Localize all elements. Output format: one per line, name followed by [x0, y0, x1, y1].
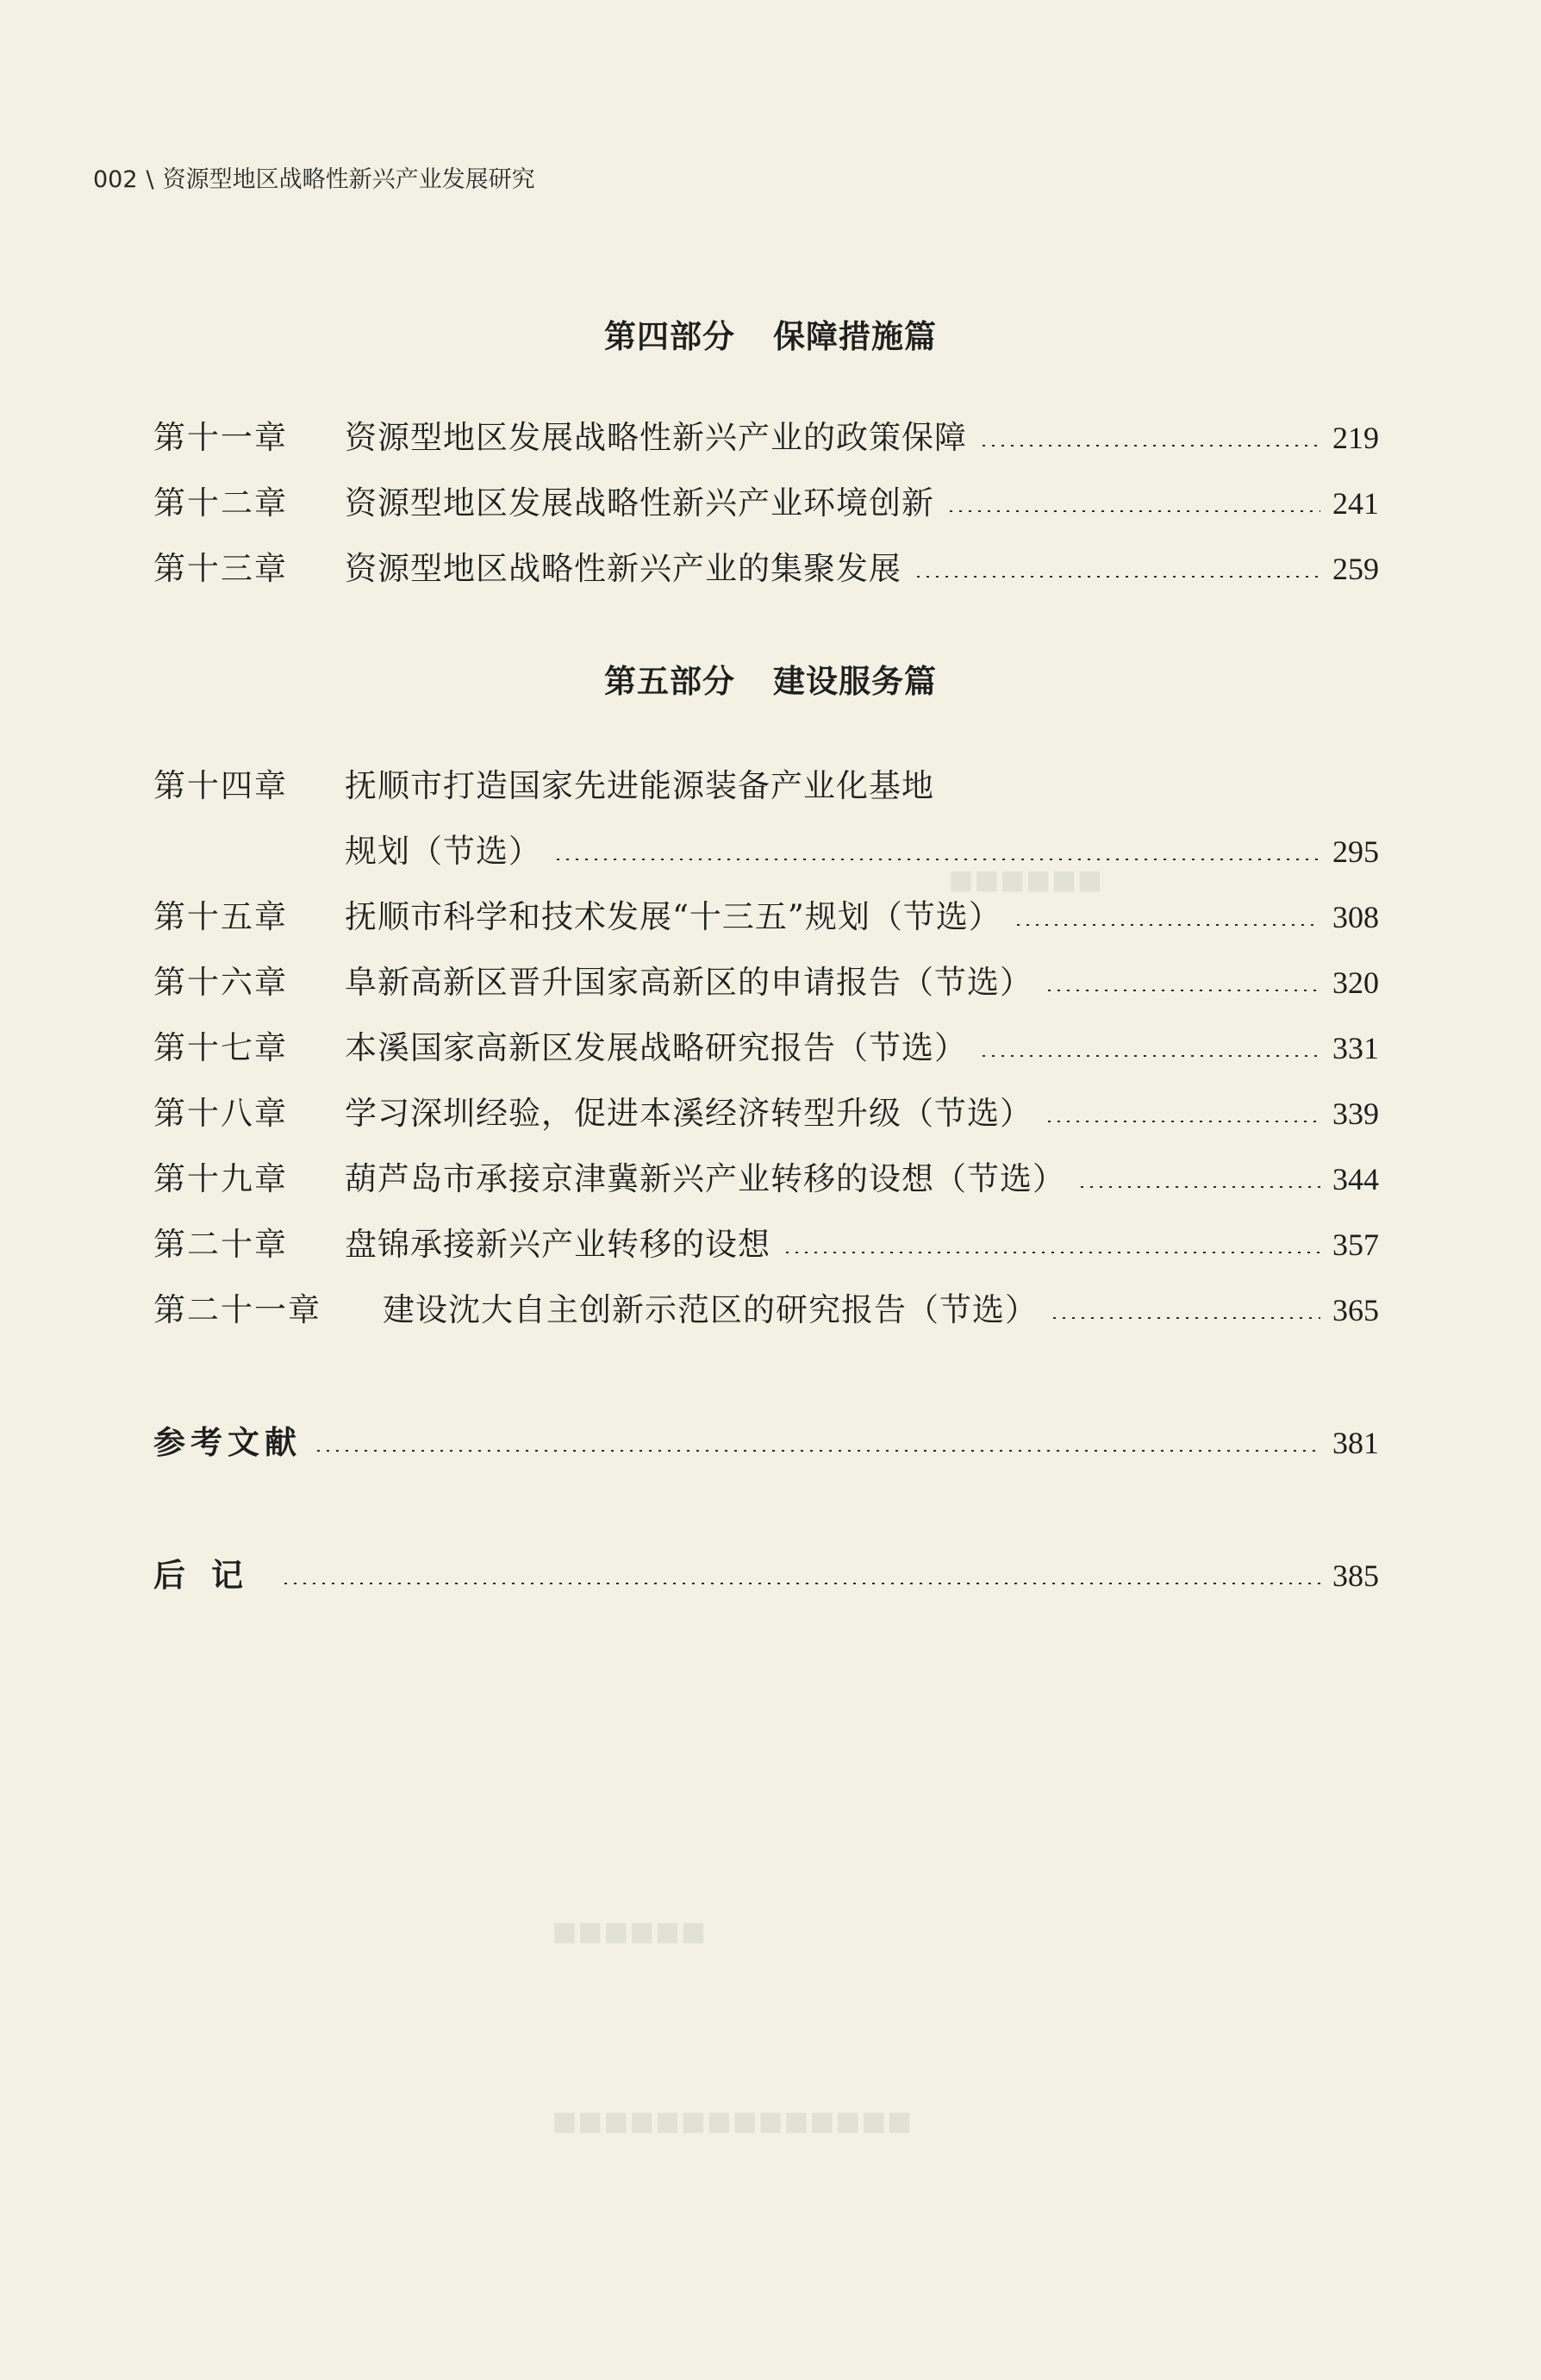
chapter-title: 建设沈大自主创新示范区的研究报告（节选） — [383, 1291, 1038, 1328]
dot-leader — [1077, 1186, 1320, 1188]
dot-leader — [1045, 990, 1320, 991]
chapter-title-continued: 规划（节选） — [345, 833, 541, 870]
chapter-title: 抚顺市科学和技术发展“十三五”规划（节选） — [345, 898, 1001, 935]
chapter-title: 学习深圳经验，促进本溪经济转型升级（节选） — [345, 1095, 1033, 1132]
chapter-label: 第二十章 — [153, 1226, 288, 1263]
toc-entry[interactable] — [153, 893, 1379, 941]
chapter-title: 资源型地区战略性新兴产业的集聚发展 — [345, 550, 902, 587]
references-label: 参考文献 — [153, 1424, 302, 1461]
chapter-title: 盘锦承接新兴产业转移的设想 — [345, 1226, 770, 1263]
show-through-shadow: ◼◼◼◼◼◼ — [552, 1914, 707, 1949]
chapter-label: 第十二章 — [153, 484, 288, 522]
running-header — [93, 160, 535, 194]
dot-leader — [979, 445, 1320, 447]
dot-leader — [783, 1252, 1320, 1253]
chapter-title: 抚顺市打造国家先进能源装备产业化基地 — [345, 767, 934, 804]
dot-leader — [1045, 1121, 1320, 1122]
chapter-label: 第二十一章 — [153, 1291, 321, 1328]
part-5-number: 第五部分 — [604, 663, 735, 700]
header-separator: \ — [146, 166, 154, 193]
part-4-number: 第四部分 — [604, 318, 735, 355]
page-number: 219 — [1332, 421, 1379, 455]
part-4-name: 保障措施篇 — [773, 318, 937, 355]
dot-leader — [1014, 924, 1320, 926]
chapter-label: 第十六章 — [153, 964, 288, 1001]
chapter-label: 第十三章 — [153, 550, 288, 587]
toc-entry-afterword[interactable] — [153, 1552, 1379, 1600]
dot-leader — [914, 576, 1320, 578]
header-book-title: 资源型地区战略性新兴产业发展研究 — [162, 166, 535, 193]
afterword-label: 后记 — [153, 1557, 269, 1594]
part-4-heading — [0, 310, 1541, 357]
chapter-title: 资源型地区发展战略性新兴产业的政策保障 — [345, 419, 967, 456]
chapter-label: 第十九章 — [153, 1160, 288, 1197]
toc-entry-line1[interactable] — [153, 762, 1379, 810]
chapter-title: 阜新高新区晋升国家高新区的申请报告（节选） — [345, 964, 1033, 1001]
part-5-name: 建设服务篇 — [773, 663, 937, 700]
dot-leader — [553, 859, 1320, 860]
page-number: 365 — [1332, 1293, 1379, 1327]
show-through-shadow: ◼◼◼◼◼◼◼◼◼◼◼◼◼◼ — [552, 2103, 913, 2139]
page-number: 344 — [1332, 1162, 1379, 1196]
toc-entry[interactable] — [153, 545, 1379, 593]
chapter-label: 第十四章 — [153, 767, 288, 804]
toc-entry[interactable] — [153, 959, 1379, 1007]
dot-leader — [946, 510, 1320, 512]
dot-leader — [281, 1583, 1320, 1584]
chapter-label: 第十七章 — [153, 1029, 288, 1066]
page-number: 241 — [1332, 486, 1379, 521]
chapter-title: 本溪国家高新区发展战略研究报告（节选） — [345, 1029, 967, 1066]
toc-entry[interactable] — [153, 1090, 1379, 1138]
chapter-label: 第十五章 — [153, 898, 288, 935]
page-number: 339 — [1332, 1096, 1379, 1131]
page-number: 320 — [1332, 965, 1379, 1000]
chapter-label: 第十一章 — [153, 419, 288, 456]
dot-leader — [314, 1450, 1320, 1452]
toc-entry[interactable] — [153, 1286, 1379, 1334]
dot-leader — [979, 1055, 1320, 1057]
page-number: 259 — [1332, 552, 1379, 586]
toc-entry[interactable] — [153, 479, 1379, 528]
part-5-heading — [0, 655, 1541, 702]
page-number: 295 — [1332, 834, 1379, 869]
page-number: 381 — [1332, 1426, 1379, 1460]
header-page-number: 002 — [93, 166, 138, 193]
page-number: 385 — [1332, 1559, 1379, 1593]
toc-entry-line2[interactable] — [345, 828, 1379, 876]
toc-entry-references[interactable] — [153, 1419, 1379, 1467]
chapter-title: 葫芦岛市承接京津冀新兴产业转移的设想（节选） — [345, 1160, 1065, 1197]
dot-leader — [1050, 1317, 1320, 1319]
chapter-title: 资源型地区发展战略性新兴产业环境创新 — [345, 484, 934, 522]
page-number: 308 — [1332, 900, 1379, 934]
toc-entry[interactable] — [153, 1024, 1379, 1072]
page-number: 357 — [1332, 1227, 1379, 1262]
toc-entry[interactable] — [153, 414, 1379, 462]
page-number: 331 — [1332, 1031, 1379, 1065]
toc-entry[interactable] — [153, 1221, 1379, 1269]
chapter-label: 第十八章 — [153, 1095, 288, 1132]
show-through-shadow: ◼◼◼◼◼◼ — [948, 862, 1103, 897]
toc-entry[interactable] — [153, 1155, 1379, 1203]
